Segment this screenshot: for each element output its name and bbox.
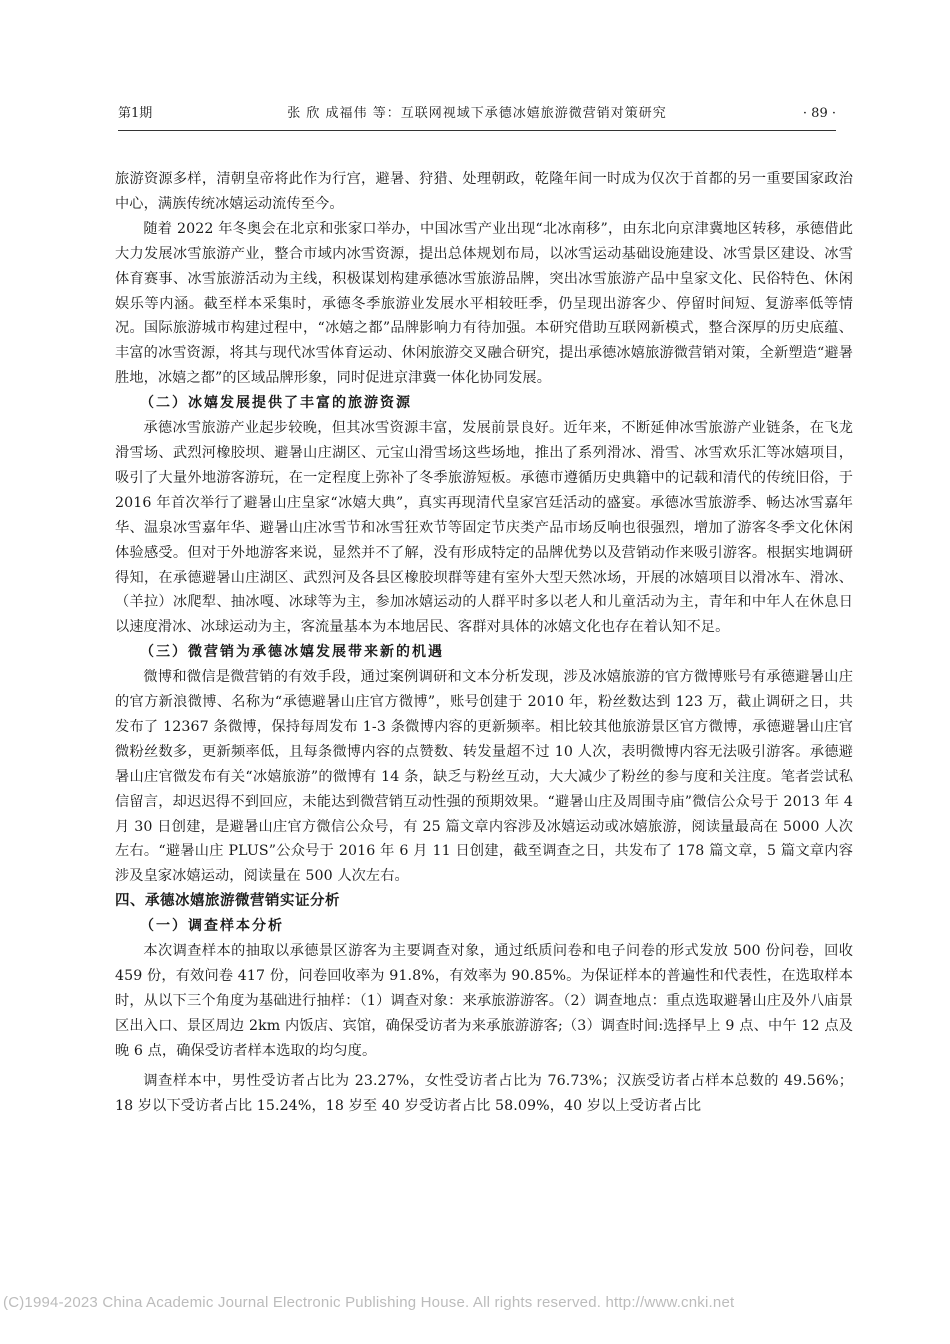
subsection-heading: （一）调查样本分析 [140,918,284,935]
paragraph: 调查样本中，男性受访者占比为 23.27%，女性受访者占比为 76.73%；汉族受访者占样本总数的 49.56%；18 岁以下受访者占比 15.24%，18 岁至 40 岁受访者占比 58.09%，40 岁以上受访者占比 [115,1072,853,1114]
section-heading: 四、承德冰嬉旅游微营销实证分析 [115,893,340,910]
page-number: · 89 · [802,106,836,121]
paragraph: 本次调查样本的抽取以承德景区游客为主要调查对象，通过纸质问卷和电子问卷的形式发放 500 份问卷，回收 459 份，有效问卷 417 份，问卷回收率为 91.8%，有效率为 90.85%。为保证样本的普遍性和代表性，在选取样本时，从以下三个角度为基础进行抽样：（1）调查对象：来承旅游游客。（2）调查地点：重点选取避暑山庄及外八庙景区出入口、景区周边 2km 内饭店、宾馆，确保受访者为来承旅游游客;（3）调查时间:选择早上 9 点、中午 12 点及晚 6 点，确保受访者样本选取的均匀度。 [115,943,853,1059]
subsection-heading: （三）微营销为承德冰嬉发展带来新的机遇 [140,644,444,661]
copyright-footer: (C)1994-2023 China Academic Journal Electronic Publishing House. All rights reserved. http://www.cnki.net [3,1294,735,1311]
running-header [118,104,836,131]
paragraph: 旅游资源多样，清朝皇帝将此作为行宫，避暑、狩猎、处理朝政，乾隆年间一时成为仅次于首都的另一重要国家政治中心，满族传统冰嬉运动流传至今。 [115,171,853,212]
paragraph: 微博和微信是微营销的有效手段，通过案例调研和文本分析发现，涉及冰嬉旅游的官方微博账号有承德避暑山庄的官方新浪微博、名称为“承德避暑山庄官方微博”，账号创建于 2010 年，粉丝数达到 123 万，截止调研之日，共发布了 12367 条微博，保持每周发布 1-3 条微博内容的更新频率。相比较其他旅游景区官方微博，承德避暑山庄官微粉丝数多，更新频率低，且每条微博内容的点赞数、转发量超不过 10 人次，表明微博内容无法吸引游客。承德避暑山庄官微发布有关“冰嬉旅游”的微博有 14 条，缺乏与粉丝互动，大大减少了粉丝的参与度和关注度。笔者尝试私信留言，却迟迟得不到回应，未能达到微营销互动性强的预期效果。“避暑山庄及周围寺庙”微信公众号于 2013 年 4 月 30 日创建，是避暑山庄官方微信公众号，有 25 篇文章内容涉及冰嬉运动或冰嬉旅游，阅读量最高在 5000 人次左右。“避暑山庄 PLUS”公众号于 2016 年 6 月 11 日创建，截至调查之日，共发布了 178 篇文章，5 篇文章内容涉及皇家冰嬉运动，阅读量在 500 人次左右。 [115,669,853,885]
issue-number: 第1期 [118,106,153,121]
article-body [115,167,853,1118]
subsection-heading: （二）冰嬉发展提供了丰富的旅游资源 [140,395,412,412]
running-title: 张 欣 成福伟 等：互联网视域下承德冰嬉旅游微营销对策研究 [287,106,667,121]
paragraph: 随着 2022 年冬奥会在北京和张家口举办，中国冰雪产业出现“北冰南移”，由东北向京津冀地区转移，承德借此大力发展冰雪旅游产业，整合市域内冰雪资源，提出总体规划布局，以冰雪运动基础设施建设、冰雪景区建设、冰雪体育赛事、冰雪旅游活动为主线，积极谋划构建承德冰雪旅游品牌，突出冰雪旅游产品中皇家文化、民俗特色、休闲娱乐等内涵。截至样本采集时，承德冬季旅游业发展水平相较旺季，仍呈现出游客少、停留时间短、复游率低等情况。国际旅游城市构建过程中，“冰嬉之都”品牌影响力有待加强。本研究借助互联网新模式，整合深厚的历史底蕴、丰富的冰雪资源，将其与现代冰雪体育运动、休闲旅游交叉融合研究，提出承德冰嬉旅游微营销对策，全新塑造“避暑胜地，冰嬉之都”的区域品牌形象，同时促进京津冀一体化协同发展。 [115,220,853,387]
paragraph: 承德冰雪旅游产业起步较晚，但其冰雪资源丰富，发展前景良好。近年来，不断延伸冰雪旅游产业链条，在飞龙滑雪场、武烈河橡胶坝、避暑山庄湖区、元宝山滑雪场这些场地，推出了系列滑冰、滑雪、冰雪欢乐汇等冰嬉项目，吸引了大量外地游客游玩，在一定程度上弥补了冬季旅游短板。承德市遵循历史典籍中的记载和清代的传统旧俗，于 2016 年首次举行了避暑山庄皇家“冰嬉大典”，真实再现清代皇家宫廷活动的盛宴。承德冰雪旅游季、畅达冰雪嘉年华、温泉冰雪嘉年华、避暑山庄冰雪节和冰雪狂欢节等固定节庆类产品市场反响也很强烈，增加了游客冬季文化休闲体验感受。但对于外地游客来说，显然并不了解，没有形成特定的品牌优势以及营销动作来吸引游客。根据实地调研得知，在承德避暑山庄湖区、武烈河及各县区橡胶坝群等建有室外大型天然冰场，开展的冰嬉项目以滑冰车、滑冰、（羊拉）冰爬犁、抽冰嘎、冰球等为主，参加冰嬉运动的人群平时多以老人和儿童活动为主，青年和中年人在休息日以速度滑冰、冰球运动为主，客流量基本为本地居民、客群对具体的冰嬉文化也存在着认知不足。 [115,420,853,636]
